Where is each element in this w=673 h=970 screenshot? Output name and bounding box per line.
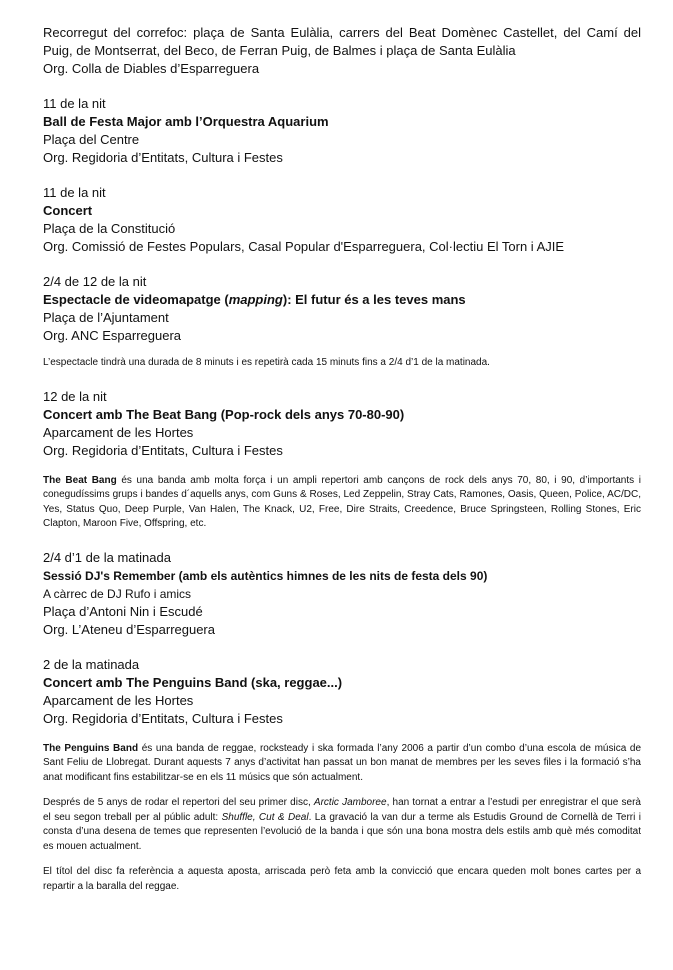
event-time: 11 de la nit (43, 96, 106, 111)
band-name: The Beat Bang (43, 474, 117, 486)
event-time: 12 de la nit (43, 388, 107, 404)
title-part: Espectacle de videomapatge ( (43, 292, 229, 307)
description-text: és una banda de reggae, rocksteady i ska formada l’any 2006 a partir d’un combo d’una escola de música de Sant Feliu de Llobregat. Durant aquests 7 anys d’activitat han passat un bon manat de membres per les seves files i la formació s’ha anat modificant fins estabilitzar-se en els 11 músics que són actualment. (43, 742, 642, 783)
event-time: 2 de la matinada (43, 656, 140, 672)
event-beat-bang (43, 388, 641, 532)
event-title (43, 291, 641, 309)
title-italic: mapping (228, 292, 283, 307)
description-text: . La gravació la van dur a terme als Estudis Ground de Cornellà de Terri i consta d’una desena de temes que representen l’evolució de la banda i que són una bona mostra dels estils amb què més comoditat es mouen actualment. (43, 811, 641, 852)
description-text: Després de 5 anys de rodar el repertori del seu primer disc, (43, 797, 314, 808)
event-org: Org. Regidoria d’Entitats, Cultura i Festes (43, 442, 283, 458)
event-concert-constitucio (43, 184, 641, 256)
title-part: ): El futur és a les teves mans (282, 292, 466, 307)
event-title: Concert amb The Penguins Band (ska, reggae...) (43, 674, 343, 690)
album-title: Arctic Jamboree (313, 797, 387, 808)
album-title: Shuffle, Cut & Deal (221, 811, 309, 823)
event-title: Sessió DJ's Remember (amb els autèntics himnes de les nits de festa dels 90) (43, 568, 488, 583)
event-place: Aparcament de les Hortes (43, 424, 194, 440)
event-time: 11 de la nit (43, 185, 106, 200)
event-time: 2/4 de 12 de la nit (43, 274, 147, 289)
description-text: és una banda amb molta força i un ampli repertori amb cançons de rock dels anys 70, 80, i 90, d’importants i conegudíssims grups i bandes d´aquells anys, com Guns & Roses, Led Zeppelin, Stray Cats, Ramones, Oasis, Queen, Police, AC/DC, Yes, Status Quo, Deep Purple, Van Halen, The Knack, U2, Free, Dire Straits, Creedence, Bruce Springsteen, Rolling Stones, Eric Clapton, Maroon Five, Offspring, etc. (43, 474, 641, 529)
event-place: Plaça de l’Ajuntament (43, 310, 169, 325)
event-place: Plaça de la Constitució (43, 221, 176, 236)
event-time: 2/4 d’1 de la matinada (43, 549, 171, 565)
event-org: Org. Regidoria d’Entitats, Cultura i Festes (43, 150, 283, 165)
band-name: The Penguins Band (43, 742, 139, 754)
correfoc-org: Org. Colla de Diables d’Esparreguera (43, 61, 260, 76)
description-text: , han tornat a entrar a l’estudi per enregistrar el que serà el seu segon treball per al públic adult: (43, 797, 641, 823)
event-title: Concert amb The Beat Bang (Pop-rock dels anys 70-80-90) (43, 406, 405, 422)
event-subtitle: A càrrec de DJ Rufo i amics (43, 586, 192, 601)
event-org: Org. L’Ateneu d’Esparreguera (43, 621, 215, 637)
event-org: Org. ANC Esparreguera (43, 328, 182, 343)
document-page (43, 24, 641, 894)
event-description (43, 474, 641, 532)
event-penguins-band (43, 656, 641, 895)
event-description (43, 742, 641, 786)
event-place: Plaça del Centre (43, 132, 140, 147)
event-note: L’espectacle tindrà una durada de 8 minuts i es repetirà cada 15 minuts fins a 2/4 d’1 de la matinada. (43, 357, 490, 368)
event-description: El títol del disc fa referència a aquesta aposta, arriscada però feta amb la convicció que encara queden molt bones cartes per a repartir a la baralla del reggae. (43, 866, 641, 892)
event-place: Aparcament de les Hortes (43, 692, 194, 708)
event-org: Org. Regidoria d’Entitats, Cultura i Festes (43, 710, 283, 726)
event-title: Ball de Festa Major amb l’Orquestra Aquarium (43, 114, 329, 129)
event-place: Plaça d’Antoni Nin i Escudé (43, 603, 203, 619)
event-title: Concert (43, 203, 93, 218)
correfoc-route: Recorregut del correfoc: plaça de Santa Eulàlia, carrers del Beat Domènec Castellet, del Camí del Puig, de Montserrat, del Beco, de Ferran Puig, de Balmes i plaça de Santa Eulàlia (43, 25, 641, 58)
event-videomapatge (43, 273, 641, 371)
event-dj-remember (43, 549, 641, 639)
event-org: Org. Comissió de Festes Populars, Casal Popular d'Esparreguera, Col·lectiu El Torn i AJIE (43, 239, 565, 254)
event-description (43, 796, 641, 854)
event-orquestra (43, 95, 641, 167)
